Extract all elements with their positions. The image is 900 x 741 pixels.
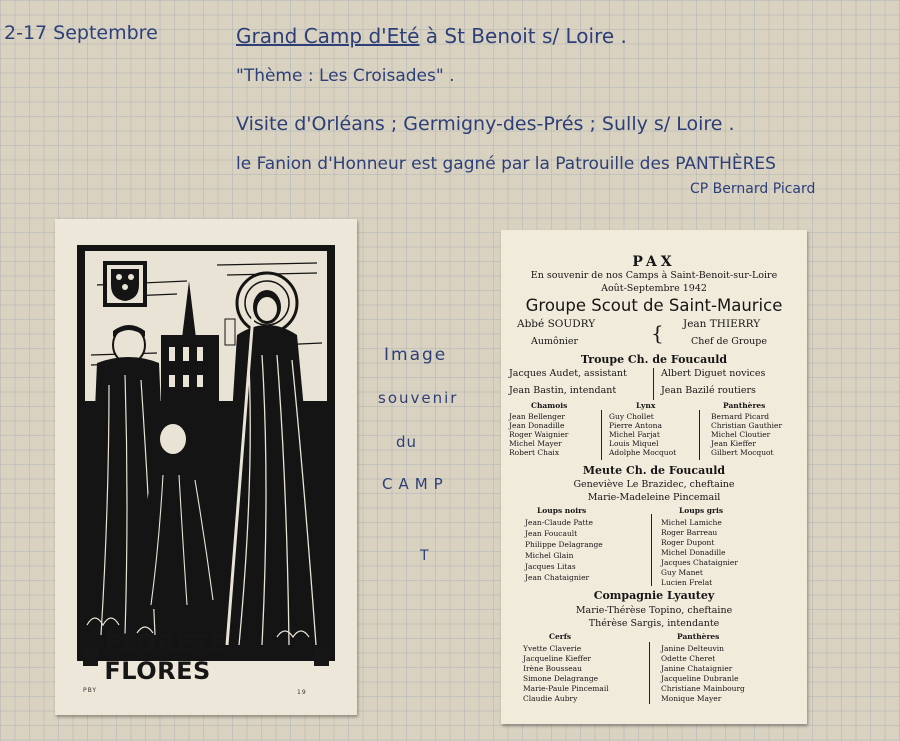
member: Michel Cloutier <box>711 430 771 439</box>
team-name: Panthères <box>677 632 720 641</box>
member: Roger Barreau <box>661 528 718 537</box>
member: Jean Foucault <box>525 529 578 538</box>
meute-title: Meute Ch. de Foucauld <box>582 464 726 477</box>
flower-ornament-icon <box>83 648 98 666</box>
member: Jacques Chataignier <box>661 558 738 567</box>
member: Pierre Antona <box>609 421 662 430</box>
margin-note-line2: souvenir <box>378 389 459 407</box>
troupe-staff-1b: Albert Diguet novices <box>661 368 766 379</box>
patrol-name: Panthères <box>723 401 766 410</box>
troupe-staff-2b: Jean Bazilé routiers <box>661 385 756 396</box>
member: Jacqueline Kieffer <box>523 654 591 663</box>
margin-note-line3: du <box>396 433 418 451</box>
sixaine-name: Loups noirs <box>537 506 587 515</box>
member: Jean Kieffer <box>711 439 756 448</box>
member: Simone Delagrange <box>523 674 599 683</box>
member: Roger Waignier <box>509 430 569 439</box>
motto-banner <box>77 629 335 685</box>
member: Jean Bellenger <box>509 412 565 421</box>
chaplain-name: Abbé SOUDRY <box>517 318 596 330</box>
compagnie-steward: Thérèse Sargis, intendante <box>588 618 720 629</box>
member: Lucien Frelat <box>661 578 713 587</box>
camp-title <box>236 24 627 48</box>
member: Monique Mayer <box>661 694 722 703</box>
group-name: Groupe Scout de Saint-Maurice <box>525 296 783 315</box>
divider <box>651 514 652 586</box>
patrol-name: Chamois <box>531 401 568 410</box>
member: Louis Miquel <box>609 439 659 448</box>
group-leader-role: Chef de Groupe <box>691 336 767 347</box>
print-number: 19 <box>297 689 307 696</box>
camp-visits: Visite d'Orléans ; Germigny-des-Prés ; Sully s/ Loire . <box>236 113 735 135</box>
fanion-note: le Fanion d'Honneur est gagné par la Patrouille des PANTHÈRES <box>236 154 776 174</box>
compagnie-title: Compagnie Lyautey <box>593 589 715 602</box>
member: Bernard Picard <box>711 412 770 421</box>
patrol-leader-note: CP Bernard Picard <box>690 181 816 197</box>
member: Michel Donadille <box>661 548 726 557</box>
roster-card <box>501 230 807 724</box>
member: Jacques Litas <box>525 562 576 571</box>
camp-dates: Août-Septembre 1942 <box>601 283 707 294</box>
souvenir-line: En souvenir de nos Camps à Saint-Benoit-sur-Loire <box>530 270 778 281</box>
member: Janine Delteuvin <box>661 644 724 653</box>
pax-heading: PAX <box>632 254 676 270</box>
divider <box>699 410 700 460</box>
member: Jean Chataignier <box>525 573 590 582</box>
member: Janine Chataignier <box>661 664 733 673</box>
meute-chief: Geneviève Le Brazidec, cheftaine <box>573 479 735 490</box>
member: Michel Glain <box>525 551 574 560</box>
flower-ornament-icon <box>314 648 329 666</box>
margin-note-line1: Image <box>384 345 448 365</box>
sixaine-name: Loups gris <box>679 506 724 515</box>
member: Irène Bousseau <box>523 664 582 673</box>
member: Odette Cheret <box>661 654 716 663</box>
camp-theme: "Thème : Les Croisades" . <box>236 66 455 86</box>
meute-second: Marie-Madeleine Pincemail <box>587 492 721 503</box>
divider <box>649 642 650 704</box>
member: Claudie Aubry <box>523 694 578 703</box>
member: Guy Manet <box>661 568 703 577</box>
team-name: Cerfs <box>549 632 572 641</box>
member: Jean-Claude Patte <box>525 518 593 527</box>
margin-note-line4: CAMP <box>382 475 449 493</box>
member: Roger Dupont <box>661 538 715 547</box>
troupe-title: Troupe Ch. de Foucauld <box>580 353 728 366</box>
member: Adolphe Mocquot <box>609 448 677 457</box>
member: Michel Farjat <box>609 430 660 439</box>
member: Yvette Claverie <box>523 644 582 653</box>
member: Robert Chaix <box>509 448 560 457</box>
member: Philippe Delagrange <box>525 540 603 549</box>
member: Christian Gauthier <box>711 421 783 430</box>
member: Christiane Mainbourg <box>661 684 745 693</box>
troupe-staff-1a: Jacques Audet, assistant <box>509 368 627 379</box>
member: Jean Donadille <box>509 421 565 430</box>
divider <box>601 410 602 460</box>
member: Marie-Paule Pincemail <box>523 684 609 693</box>
troupe-staff-2a: Jean Bastin, intendant <box>509 385 617 396</box>
leaders-brace: { <box>651 321 664 345</box>
souvenir-image-card <box>55 219 357 715</box>
member: Michel Mayer <box>509 439 562 448</box>
member: Gilbert Mocquot <box>711 448 774 457</box>
patrol-name: Lynx <box>636 401 656 410</box>
printer-mark: PBY <box>83 687 98 694</box>
motto-text: FLORETE FLORES <box>104 629 227 685</box>
camp-title-underlined: Grand Camp d'Eté <box>236 24 420 48</box>
member: Guy Chollet <box>609 412 654 421</box>
divider <box>653 368 654 400</box>
member: Jacqueline Dubranle <box>661 674 739 683</box>
chaplain-role: Aumônier <box>531 336 579 347</box>
compagnie-chief: Marie-Thérèse Topino, cheftaine <box>575 605 733 616</box>
entry-date: 2-17 Septembre <box>4 22 158 44</box>
margin-note-mark: T <box>420 548 429 564</box>
camp-title-rest: à St Benoit s/ Loire . <box>425 24 627 48</box>
member: Michel Lamiche <box>661 518 722 527</box>
group-leader-name: Jean THIERRY <box>683 318 761 330</box>
monks-woodcut-illustration <box>77 245 335 661</box>
